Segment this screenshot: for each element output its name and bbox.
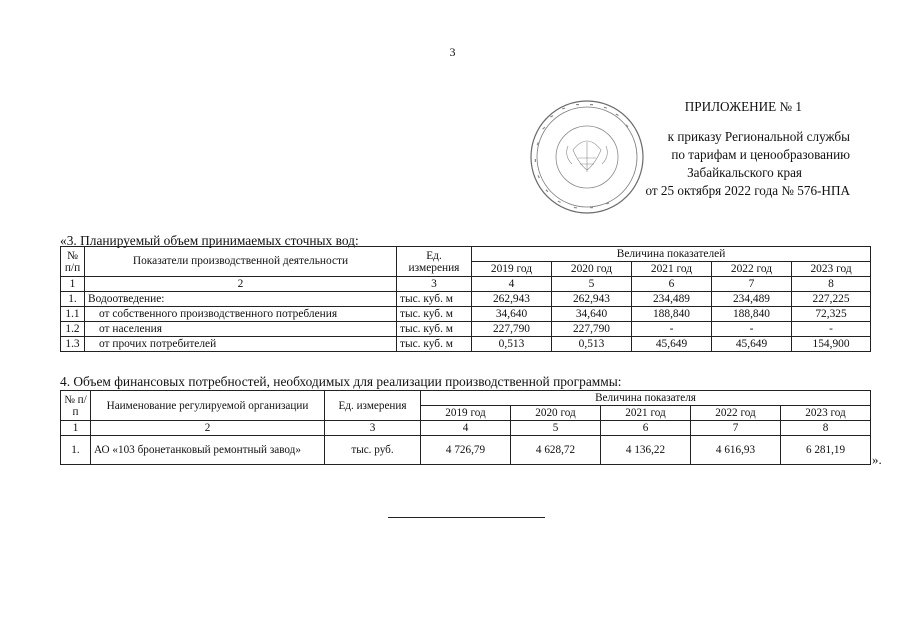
row-num: 1. [61,436,91,465]
row-value: - [632,322,712,337]
row-value: - [792,322,871,337]
row-value: 0,513 [472,337,552,352]
financial-needs-table [60,390,871,465]
col-number: 1 [61,421,91,436]
row-value: 227,790 [472,322,552,337]
section-3-title: «3. Планируемый объем принимаемых сточных вод: [60,233,359,248]
appendix-line-region: Забайкальского края [687,165,802,180]
row-value: 188,840 [632,307,712,322]
row-name: от собственного производственного потребления [85,307,397,322]
column-number-row [61,421,871,436]
col-number: 3 [325,421,421,436]
column-number-row [61,277,871,292]
row-value: 227,225 [792,292,871,307]
header-unit: Ед. измерения [325,391,421,421]
col-number: 7 [691,421,781,436]
col-number: 3 [397,277,472,292]
header-num: № п/п [61,391,91,421]
row-num: 1. [61,292,85,307]
row-unit: тыс. куб. м [397,322,472,337]
appendix-line-date: от 25 октября 2022 года № 576-НПА [645,183,850,198]
col-number: 2 [85,277,397,292]
row-unit: тыс. куб. м [397,292,472,307]
header-values: Величина показателей [472,247,871,262]
header-year: 2022 год [691,406,781,421]
header-year: 2021 год [601,406,691,421]
row-value: 4 726,79 [421,436,511,465]
header-year: 2021 год [632,262,712,277]
header-year: 2020 год [552,262,632,277]
row-value: 4 136,22 [601,436,691,465]
header-year: 2019 год [421,406,511,421]
header-year: 2023 год [792,262,871,277]
row-num: 1.1 [61,307,85,322]
header-year: 2022 год [712,262,792,277]
col-number: 2 [91,421,325,436]
row-value: 188,840 [712,307,792,322]
col-number: 7 [712,277,792,292]
appendix-title: ПРИЛОЖЕНИЕ № 1 [684,99,802,114]
table-row [61,337,871,352]
header-org: Наименование регулируемой организации [91,391,325,421]
header-unit: Ед. измерения [397,247,472,277]
row-value: 234,489 [632,292,712,307]
table-row [61,436,871,465]
col-number: 8 [792,277,871,292]
row-num: 1.2 [61,322,85,337]
col-number: 6 [601,421,691,436]
col-number: 1 [61,277,85,292]
table-row [61,322,871,337]
row-name: от населения [85,322,397,337]
table-row [61,307,871,322]
table-row [61,292,871,307]
row-value: 0,513 [552,337,632,352]
row-unit: тыс. куб. м [397,337,472,352]
col-number: 5 [552,277,632,292]
row-value: 34,640 [472,307,552,322]
header-values: Величина показателя [421,391,871,406]
row-value: 4 628,72 [511,436,601,465]
row-name: Водоотведение: [85,292,397,307]
header-year: 2020 год [511,406,601,421]
appendix-header [560,98,850,200]
wastewater-volume-table [60,246,871,352]
row-value: 227,790 [552,322,632,337]
row-name: АО «103 бронетанковый ремонтный завод» [91,436,325,465]
row-value: 234,489 [712,292,792,307]
row-value: 45,649 [632,337,712,352]
row-value: 45,649 [712,337,792,352]
col-number: 4 [472,277,552,292]
row-value: 4 616,93 [691,436,781,465]
row-name: от прочих потребителей [85,337,397,352]
page-number: 3 [449,45,456,59]
row-value: 34,640 [552,307,632,322]
col-number: 5 [511,421,601,436]
row-value: 154,900 [792,337,871,352]
row-value: - [712,322,792,337]
header-indicator: Показатели производственной деятельности [85,247,397,277]
row-unit: тыс. руб. [325,436,421,465]
header-year: 2023 год [781,406,871,421]
col-number: 6 [632,277,712,292]
appendix-line-service: по тарифам и ценообразованию [671,147,850,162]
row-value: 6 281,19 [781,436,871,465]
header-year: 2019 год [472,262,552,277]
closing-quote: ». [872,452,882,467]
appendix-line-order: к приказу Региональной службы [667,129,850,144]
row-num: 1.3 [61,337,85,352]
section-4-title: 4. Объем финансовых потребностей, необходимых для реализации производственной программы: [60,374,622,389]
row-value: 72,325 [792,307,871,322]
header-num: № п/п [61,247,85,277]
col-number: 4 [421,421,511,436]
row-value: 262,943 [552,292,632,307]
signature-line [388,517,545,518]
row-unit: тыс. куб. м [397,307,472,322]
col-number: 8 [781,421,871,436]
row-value: 262,943 [472,292,552,307]
